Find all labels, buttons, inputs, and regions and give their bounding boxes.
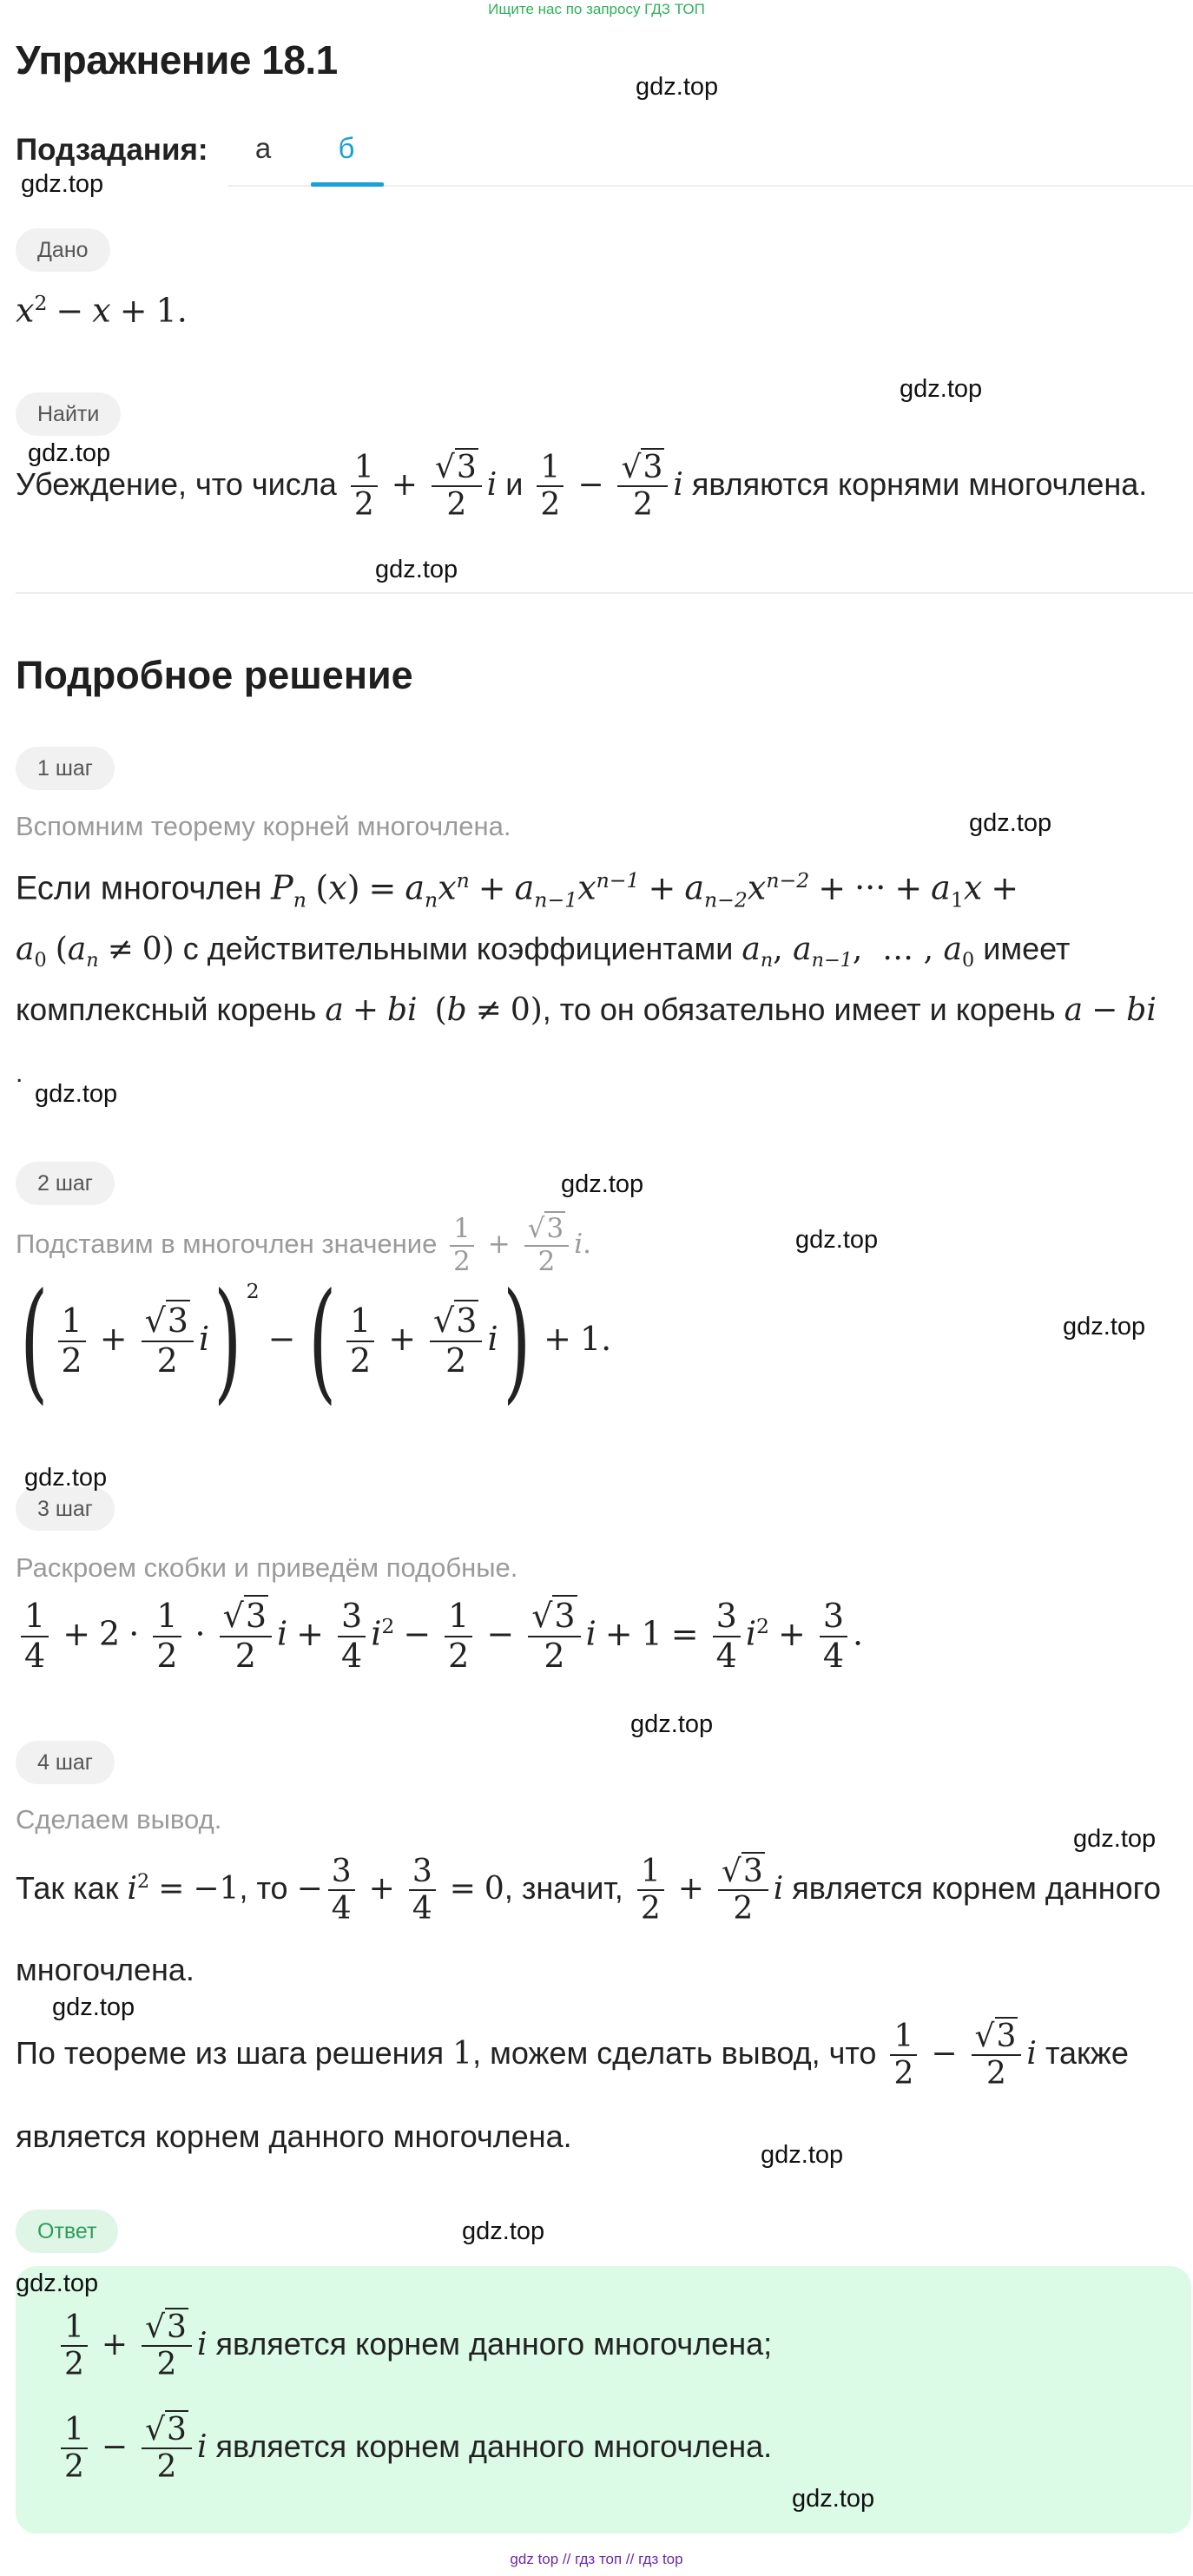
find-badge: Найти — [16, 392, 121, 436]
watermark: gdz.top — [28, 439, 111, 467]
watermark: gdz.top — [792, 2485, 875, 2513]
step-1-line-1: Если многочлен $P_n$ $(x) = a_nx^n + a_{n-1}x^{n-1} + a_{n-2}x^{n-2}$ + ··· + $a_1x$ + — [16, 868, 1019, 912]
answer-line-2: $\frac{1}{2}$ − $\frac{√3}{2}$ i является корнем данного многочлена. — [56, 2412, 772, 2486]
step-1-line-2: $a_0$ $(a_n \ne 0)$ с действительными коэффициентами $a_n$, $a_{n-1}$, … , $a_0$ имеет — [16, 931, 1071, 972]
tab-a[interactable]: а — [254, 132, 272, 164]
step-3-hint: Раскроем скобки и приведём подобные. — [16, 1552, 518, 1583]
active-tab-indicator — [311, 182, 384, 187]
step-1-badge: 1 шаг — [16, 747, 115, 790]
page-title: Упражнение 18.1 — [16, 37, 338, 82]
watermark: gdz.top — [636, 73, 719, 101]
watermark: gdz.top — [375, 556, 458, 583]
solution-heading: Подробное решение — [16, 653, 413, 697]
section-divider — [16, 592, 1193, 594]
watermark: gdz.top — [1073, 1825, 1157, 1853]
answer-badge: Ответ — [16, 2210, 118, 2253]
step-4-paragraph-2: По теореме из шага решения 1, можем сделать вывод, что $\frac{1}{2}$ − $\frac{√3}{2}$ i также — [16, 2019, 1129, 2092]
watermark: gdz.top — [16, 2270, 99, 2297]
watermark: gdz.top — [24, 1464, 108, 1492]
step-1-line-3: комплексный корень a + bi (b ≠ 0), то он обязательно имеет и корень a − bi — [16, 992, 1157, 1028]
tab-b[interactable]: б — [338, 132, 355, 164]
answer-box — [16, 2266, 1191, 2533]
step-4-badge: 4 шаг — [16, 1741, 115, 1784]
watermark: gdz.top — [462, 2217, 545, 2245]
step-3-badge: 3 шаг — [16, 1487, 115, 1531]
step-2-expression: ( $\frac{1}{2}$ + $\frac{√3}{2}$ i) $^2$− ( $\frac{1}{2}$ + $\frac{√3}{2}$ i) + 1. — [20, 1266, 612, 1417]
step-1-hint: Вспомним теорему корней многочлена. — [16, 811, 511, 841]
watermark: gdz.top — [21, 170, 104, 198]
answer-line-1: $\frac{1}{2}$ + $\frac{√3}{2}$ i является корнем данного многочлена; — [56, 2309, 772, 2383]
watermark: gdz.top — [969, 809, 1052, 837]
step-3-expression: $\frac{1}{4}$ + 2 · $\frac{1}{2}$ · $\frac{√3}{2}$ i + $\frac{3}{4}$ $i^2$ − $\frac{1}{2}$ − $\frac{√3}{2}$ i + 1 = $\frac{3}{4}$ $i^2$ + $\frac{3}{4}$ . — [16, 1598, 863, 1675]
watermark: gdz.top — [52, 1993, 135, 2021]
watermark: gdz.top — [35, 1080, 118, 1108]
step-1-line-4: . — [16, 1059, 23, 1088]
watermark: gdz.top — [1063, 1313, 1146, 1341]
step-4-hint: Сделаем вывод. — [16, 1804, 222, 1835]
step-4-paragraph-2-end: является корнем данного многочлена. — [16, 2118, 572, 2154]
step-2-badge: 2 шаг — [16, 1162, 115, 1205]
step-2-hint: Подставим в многочлен значение $\frac{1}{2}$ + $\frac{√3}{2}$ i. — [16, 1213, 591, 1277]
given-expression: $x^2 - x + 1$. — [16, 291, 188, 330]
watermark: gdz.top — [900, 375, 983, 403]
footer-links[interactable]: gdz top // гдз топ // гдз top — [510, 2551, 683, 2567]
subtasks-label: Подзадания: — [16, 133, 208, 167]
step-4-paragraph-1: Так как $i^2 = -1$, то − $\frac{3}{4}$ + $\frac{3}{4}$ = 0, значит, $\frac{1}{2}$ + $\frac{√3}{2}$ i является корнем данного — [16, 1854, 1162, 1927]
top-hint: Ищите нас по запросу ГДЗ ТОП — [488, 1, 705, 17]
watermark: gdz.top — [561, 1170, 644, 1198]
step-4-paragraph-1-end: многочлена. — [16, 1952, 194, 1987]
find-statement: Убеждение, что числа $\frac{1}{2}$ + $\frac{√3}{2}$ i и $\frac{1}{2}$ − $\frac{√3}{2}$ i являются корнями многочлена. — [16, 450, 1148, 524]
watermark: gdz.top — [630, 1710, 714, 1738]
watermark: gdz.top — [761, 2141, 844, 2169]
given-badge: Дано — [16, 228, 110, 272]
watermark: gdz.top — [795, 1226, 879, 1254]
